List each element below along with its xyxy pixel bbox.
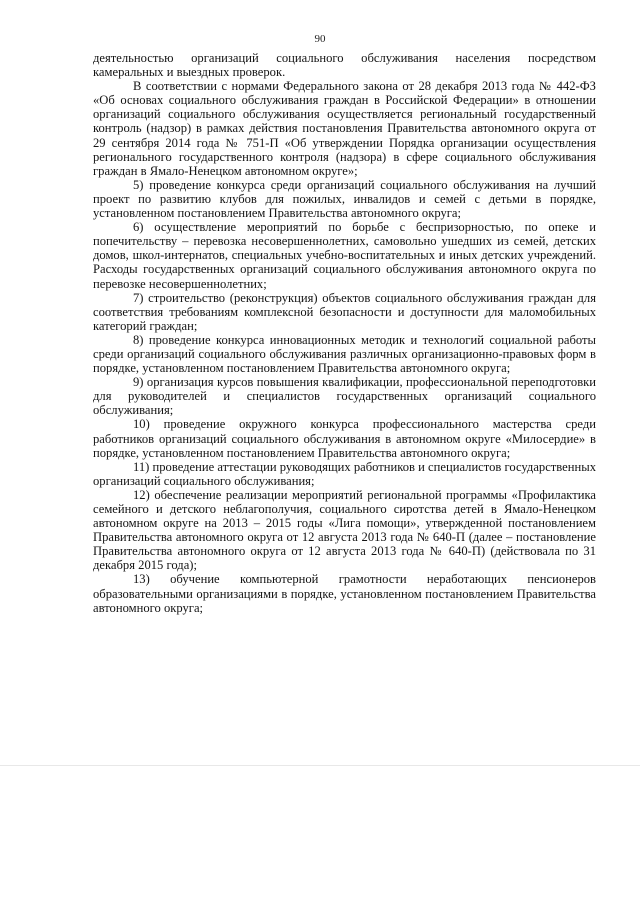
document-body <box>93 51 596 615</box>
paragraph-regional-control: В соответствии с нормами Федерального закона от 28 декабря 2013 года № 442-ФЗ «Об основах социального обслуживания граждан в Российской Федерации» в отношении организаций социального обслуживания осуществляется региональный государственный контроль (надзор) в рамках действия постановления Правительства автономного округа от 29 сентября 2014 года № 751-П «Об утверждении Порядка организации осуществления регионального государственного контроля (надзора) в сфере социального обслуживания граждан в Ямало-Ненецком автономном округе»; <box>93 79 596 178</box>
list-item-6: 6) осуществление мероприятий по борьбе с беспризорностью, по опеке и попечительству – перевозка несовершеннолетних, самовольно ушедших из семей, детских домов, школ-интернатов, специальных учебно-воспитательных и иных детских учреждений. Расходы государственных организаций социального обслуживания автономного округа по перевозке несовершеннолетних; <box>93 220 596 291</box>
list-item-10: 10) проведение окружного конкурса профессионального мастерства среди работников организаций социального обслуживания в автономном округе «Милосердие» в порядке, установленном постановлением Правительства автономного округа; <box>93 417 596 460</box>
list-item-7: 7) строительство (реконструкция) объектов социального обслуживания граждан для соответствия требованиям комплексной безопасности и доступности для маломобильных категорий граждан; <box>93 290 596 333</box>
list-item-9: 9) организация курсов повышения квалификации, профессиональной переподготовки для руководителей и специалистов государственных организаций социального обслуживания; <box>93 375 596 418</box>
page-number: 90 <box>314 33 326 45</box>
list-item-8: 8) проведение конкурса инновационных методик и технологий социальной работы среди организаций социального обслуживания различных организационно-правовых форм в порядке, установленном постановлением Правительства автономного округа; <box>93 332 596 376</box>
list-item-12: 12) обеспечение реализации мероприятий региональной программы «Профилактика семейного и детского неблагополучия, социального сиротства детей в Ямало-Ненецком автономном округе на 2013 – 2015 годы «Лига помощи», утвержденной постановлением Правительства автономного округа от 12 августа 2013 года № 640-П (далее – постановление Правительства автономного округа от 12 августа 2013 года № 640-П) (действовала по 31 декабря 2015 года); <box>93 487 596 573</box>
list-item-5: 5) проведение конкурса среди организаций социального обслуживания на лучший проект по развитию клубов для пожилых, инвалидов и семей с детьми в порядке, установленном постановлением Правительства автономного округа; <box>93 177 596 221</box>
list-item-13: 13) обучение компьютерной грамотности неработающих пенсионеров образовательными организациями в порядке, установленном постановлением Правительства автономного округа; <box>93 572 596 615</box>
list-item-11: 11) проведение аттестации руководящих работников и специалистов государственных организаций социального обслуживания; <box>93 459 596 488</box>
paragraph-continuation: деятельностью организаций социального обслуживания населения посредством камеральных и выездных проверок. <box>93 51 596 80</box>
page-margin-bottom <box>0 766 640 905</box>
